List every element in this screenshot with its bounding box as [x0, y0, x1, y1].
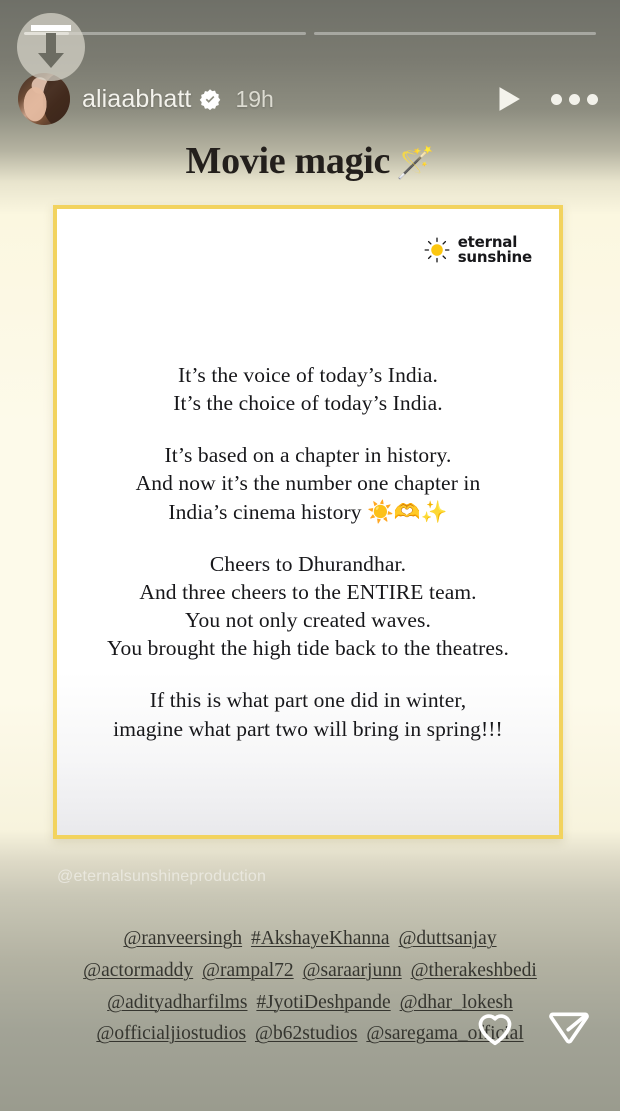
verified-badge-icon — [199, 88, 221, 110]
mention-link[interactable]: @dhar_lokesh — [399, 991, 513, 1013]
sun-icon — [423, 236, 451, 264]
story-timestamp: 19h — [235, 85, 274, 112]
card-line: And now it’s the number one chapter in — [135, 471, 481, 496]
story-progress-segment[interactable] — [314, 32, 596, 35]
card-paragraph — [57, 686, 559, 742]
more-options-icon[interactable] — [551, 94, 598, 105]
more-dot — [569, 94, 580, 105]
hashtag-link[interactable]: #AkshayeKhanna — [250, 928, 390, 949]
mentions-line — [0, 955, 620, 987]
heart-icon[interactable] — [472, 1004, 518, 1050]
card-line: Cheers to Dhurandhar. — [209, 551, 407, 576]
mention-link[interactable]: @saregama_official — [366, 1023, 524, 1045]
card-paragraph — [57, 441, 559, 525]
story-title-text: Movie magic — [185, 140, 391, 182]
mention-link[interactable]: @adityadharfilms — [107, 991, 248, 1013]
story-progress-bar — [24, 31, 596, 35]
mention-link[interactable]: @actormaddy — [83, 959, 194, 981]
download-button[interactable] — [17, 13, 85, 81]
mention-link[interactable]: @therakeshbedi — [410, 959, 537, 981]
mention-link[interactable]: @duttsanjay — [398, 928, 497, 949]
card-paragraph — [57, 361, 559, 417]
card-line: And three cheers to the ENTIRE team. — [139, 579, 477, 604]
logo-line-1: eternal — [457, 233, 518, 251]
mention-link[interactable]: @ranveersingh — [123, 928, 243, 949]
magic-wand-icon: 🪄 — [396, 145, 435, 180]
eternal-sunshine-logo — [423, 235, 532, 266]
more-dot — [551, 94, 562, 105]
download-arrow-icon — [28, 23, 74, 71]
announcement-card — [53, 205, 563, 839]
watermark-handle: @eternalsunshineproduction — [57, 868, 267, 885]
mentions-line — [0, 923, 620, 955]
card-line: If this is what part one did in winter, — [149, 688, 467, 713]
card-line: imagine what part two will bring in spring!!! — [113, 716, 503, 741]
card-line: It’s the voice of today’s India. — [178, 363, 438, 387]
story-actions — [472, 1004, 592, 1050]
mention-link[interactable]: @rampal72 — [202, 959, 294, 981]
logo-line-2: sunshine — [457, 248, 532, 267]
card-line: You not only created waves. — [185, 608, 431, 633]
avatar[interactable] — [18, 73, 70, 125]
hashtag-link[interactable]: #JyotiDeshpande — [256, 991, 391, 1013]
card-line: India’s cinema history ☀️🫶✨ — [168, 499, 448, 524]
card-line: You brought the high tide back to the theatres. — [107, 636, 509, 661]
mention-link[interactable]: @saraarjunn — [302, 959, 402, 981]
story-title — [0, 139, 620, 183]
mention-link[interactable]: @officialjiostudios — [96, 1023, 247, 1045]
card-line: It’s based on a chapter in history. — [164, 443, 452, 468]
logo-text — [458, 235, 532, 266]
card-line: It’s the choice of today’s India. — [173, 391, 443, 416]
send-icon[interactable] — [546, 1004, 592, 1050]
story-header — [18, 72, 604, 126]
card-message-body — [57, 361, 559, 743]
username-label[interactable]: aliaabhatt — [82, 84, 192, 113]
play-icon[interactable] — [491, 82, 525, 116]
mention-link[interactable]: @b62studios — [255, 1023, 358, 1045]
card-paragraph — [57, 550, 559, 663]
more-dot — [587, 94, 598, 105]
